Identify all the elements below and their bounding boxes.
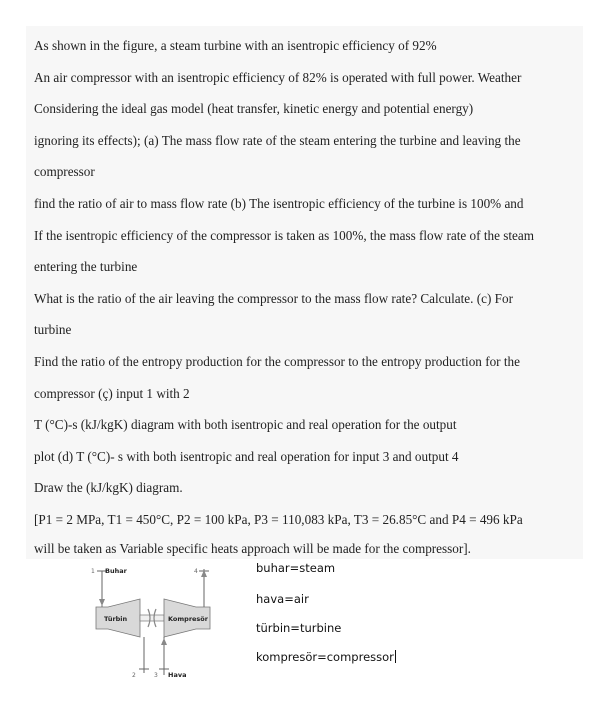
- problem-line: T (°C)-s (kJ/kgK) diagram with both isentropic and real operation for the output: [34, 417, 457, 432]
- problem-line: Considering the ideal gas model (heat transfer, kinetic energy and potential energy): [34, 101, 474, 116]
- state-2-label: 2: [132, 672, 136, 679]
- problem-line: entering the turbine: [34, 259, 138, 274]
- problem-line: If the isentropic efficiency of the compressor is taken as 100%, the mass flow rate of the steam: [34, 228, 534, 243]
- legend-item-turbine: türbin=turbine: [256, 621, 342, 635]
- steam-label: Buhar: [105, 567, 127, 575]
- problem-line: compressor: [34, 164, 95, 179]
- problem-line: Find the ratio of the entropy production for the compressor to the entropy production for the: [34, 354, 520, 369]
- problem-line: As shown in the figure, a steam turbine with an isentropic efficiency of 92%: [34, 38, 437, 53]
- problem-line: What is the ratio of the air leaving the compressor to the mass flow rate? Calculate. (c) For: [34, 291, 513, 306]
- turbine-compressor-diagram: [88, 561, 228, 686]
- compressor-label: Kompresör: [168, 615, 208, 623]
- shaft: [140, 615, 164, 621]
- air-label: Hava: [168, 671, 187, 679]
- problem-line: find the ratio of air to mass flow rate (b) The isentropic efficiency of the turbine is 100% and: [34, 196, 524, 211]
- problem-line: turbine: [34, 322, 72, 337]
- state-3-label: 3: [154, 672, 158, 679]
- text-cursor: [395, 650, 396, 663]
- turbine-label: Türbin: [104, 615, 128, 623]
- problem-line: ignoring its effects); (a) The mass flow rate of the steam entering the turbine and leaving the: [34, 133, 521, 148]
- problem-text-area: [26, 26, 583, 559]
- state-4-label: 4: [194, 568, 198, 575]
- legend-item-compressor-text: kompresör=compressor: [256, 650, 394, 664]
- legend-item-steam: buhar=steam: [256, 561, 336, 575]
- legend-item-air: hava=air: [256, 592, 309, 606]
- steam-inlet-arrow: [99, 599, 105, 606]
- problem-line: will be taken as Variable specific heats approach will be made for the compressor].: [34, 541, 471, 556]
- problem-line: plot (d) T (°C)- s with both isentropic and real operation for input 3 and output 4: [34, 449, 459, 464]
- air-inlet-arrow: [161, 638, 167, 645]
- problem-line: [P1 = 2 MPa, T1 = 450°C, P2 = 100 kPa, P3 = 110,083 kPa, T3 = 26.85°C and P4 = 496 kPa: [34, 512, 523, 527]
- problem-line: Draw the (kJ/kgK) diagram.: [34, 480, 183, 495]
- problem-line: compressor (ç) input 1 with 2: [34, 386, 190, 401]
- problem-line: An air compressor with an isentropic efficiency of 82% is operated with full power. Weather: [34, 70, 522, 85]
- state-1-label: 1: [91, 568, 95, 575]
- legend-item-compressor[interactable]: [256, 650, 396, 664]
